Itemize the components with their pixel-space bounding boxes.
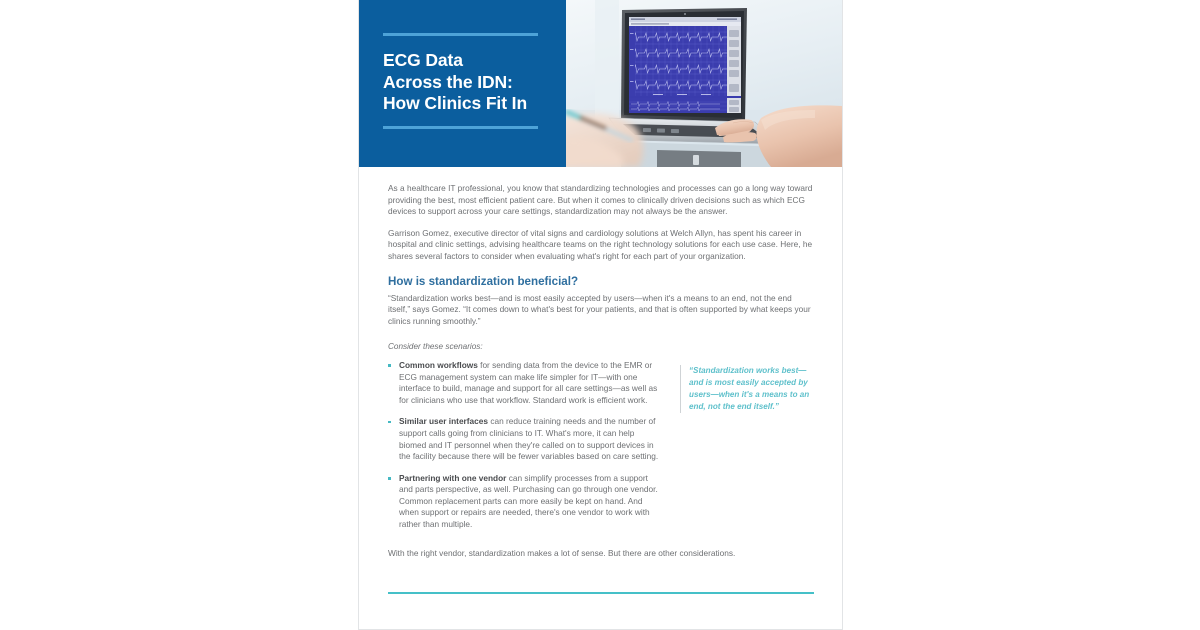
list-item-lead: Partnering with one vendor [399, 472, 507, 483]
scenarios-list-column [388, 360, 660, 531]
bullet-square-icon [388, 364, 391, 367]
article-body [359, 167, 842, 559]
laptop-ecg-photo-illustration [566, 0, 842, 167]
header-rule-bottom [383, 126, 538, 129]
list-item-text: for sending data from the device to the EMR or ECG management system can make life simpler for IT—with one interface to build, manage and support for all care settings—as well as for clinicians who use that workflow. Standard work is efficient work. [399, 359, 658, 405]
list-item [388, 360, 660, 406]
header-title-panel [359, 0, 566, 167]
list-item-lead: Common workflows [399, 359, 478, 370]
pullquote: “Standardization works best—and is most easily accepted by users—when it's a means to an end, not the end itself.” [680, 365, 813, 413]
list-item-lead: Similar user interfaces [399, 416, 489, 427]
section-quote: “Standardization works best—and is most easily accepted by users—when it's a means to an end, not the end itself,” says Gomez. “It comes down to what's best for your patients, and that is often supported by what keeps your clinics running smoothly.” [388, 292, 811, 326]
closing-paragraph: With the right vendor, standardization makes a lot of sense. But there are other considerations. [388, 547, 736, 558]
bullet-square-icon [388, 477, 391, 480]
bottom-divider [388, 592, 814, 594]
article-card [358, 0, 843, 630]
page-title [383, 50, 553, 115]
list-item [388, 416, 660, 462]
intro-paragraph-1: As a healthcare IT professional, you know that standardizing technologies and processes can go a long way toward providing the best, most efficient patient care. But when it comes to clinically driven decisions such as which ECG devices to support across your care settings, standardization may not always be the answer. [388, 183, 813, 217]
header-rule-top [383, 33, 538, 36]
consider-label: Consider these scenarios: [388, 342, 483, 352]
list-item [388, 473, 660, 531]
list-item-text: can simplify processes from a support and parts perspective, as well. Purchasing can go through one vendor. Common replacement parts can more easily be kept on hand. And when support or repairs are needed, there's one vendor to work with rather than multiple. [399, 472, 658, 530]
section-heading: How is standardization beneficial? [388, 274, 579, 288]
page-title-line-2: Across the IDN: [383, 71, 513, 92]
scenarios-list [388, 360, 660, 531]
intro-paragraph-2: Garrison Gomez, executive director of vital signs and cardiology solutions at Welch Allyn, has spent his career in hospital and clinic settings, advising healthcare teams on the right technology solutions for each use case. Here, he shares several factors to consider when evaluating what's right for each part of your organization. [388, 227, 813, 261]
list-item-text: can reduce training needs and the number of support calls going from clinicians to IT. What's more, it can help biomed and IT personnel when they're called on to support devices in the facility because there will be fewer variables based on care setting. [399, 416, 659, 462]
header-photo [566, 0, 842, 167]
article-header [359, 0, 842, 167]
pullquote-column [660, 360, 813, 413]
page-title-line-1: ECG Data [383, 50, 463, 70]
bullet-square-icon [388, 421, 391, 424]
scenarios-region [388, 360, 813, 531]
page-title-line-3: How Clinics Fit In [383, 93, 528, 113]
